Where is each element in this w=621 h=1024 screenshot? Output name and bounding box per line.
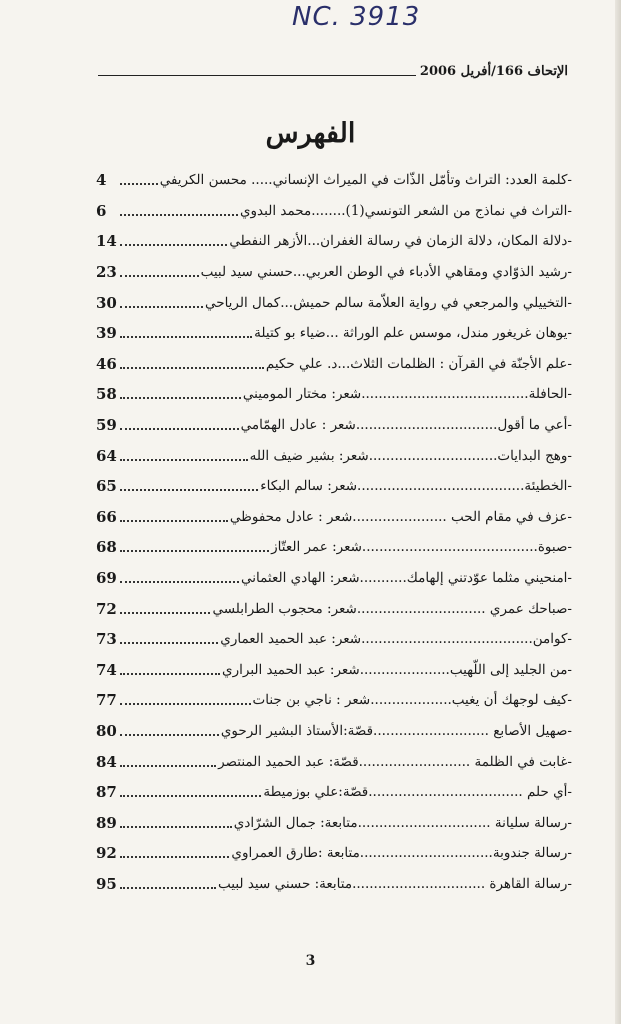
toc-entry: -رسالة القاهرة ...............................متابعة: حسني سيد لبيب [218, 875, 572, 892]
toc-entry: -التراث في نماذج من الشعر التونسي(1)........محمد البدوي [239, 202, 572, 219]
toc-page-number: 72 [96, 599, 117, 618]
toc-row [96, 838, 572, 869]
toc-entry: -أعي ما أقول.................................شعر : عادل الهمّامي [240, 417, 572, 434]
toc-page-number: 59 [96, 416, 117, 435]
toc-entry: -صهيل الأصابع ...........................قصّة:الأستاذ البشير الرحوي [220, 722, 572, 739]
running-head-rule [98, 75, 416, 76]
toc-row [96, 563, 572, 594]
toc-leader-dots [120, 550, 269, 552]
toc-row [96, 746, 572, 777]
toc-row [96, 196, 572, 227]
toc-page-number: 95 [96, 874, 117, 893]
toc-entry: -رشيد الذوّادي ومقاهي الأدباء في الوطن العربي...حسني سيد لبيب [200, 264, 572, 281]
toc-entry: -وهج البدايات..............................شعر: بشير ضيف الله [249, 447, 572, 464]
toc-row [96, 807, 572, 838]
toc-row [96, 869, 572, 900]
toc-row [96, 502, 572, 533]
toc-entry: -يوهان غريغور مندل، موسس علم الوراثة ...ضياء بو كتيلة [254, 325, 572, 342]
toc-row [96, 165, 572, 196]
toc-entry: -رسالة جندوبة...............................متابعة :طارق العمراوي [231, 845, 572, 862]
toc-entry: -امنحيني مثلما عوّدتني إلهامك...........شعر: الهادي العثماني [241, 570, 572, 587]
toc-leader-dots [120, 887, 216, 889]
toc-row [96, 593, 572, 624]
toc-entry: -عزف في مقام الحب ......................شعر : عادل محفوظي [229, 508, 572, 525]
toc-leader-dots [120, 428, 239, 430]
toc-entry: -الخطيئة.......................................شعر: سالم البكاء [260, 478, 572, 495]
toc-leader-dots [120, 581, 239, 583]
toc-row [96, 257, 572, 288]
toc-row [96, 716, 572, 747]
toc-leader-dots [120, 306, 203, 308]
toc-leader-dots [120, 765, 216, 767]
toc-page-number: 23 [96, 263, 117, 282]
toc-page-number: 77 [96, 691, 117, 710]
running-head-text: الإتحاف 166/أفريل 2006 [419, 64, 568, 79]
toc-leader-dots [120, 673, 220, 675]
toc-entry: -من الجليد إلى اللّهيب.....................شعر: عبد الحميد البراري [222, 661, 572, 678]
table-of-contents [96, 165, 572, 899]
toc-page-number: 92 [96, 844, 117, 863]
handwritten-note: NC. 3913 [292, 2, 421, 32]
toc-page-number: 68 [96, 538, 117, 557]
toc-entry: -علم الأجنّة في القرآن : الظلمات الثلاث...د. علي حكيم [265, 355, 572, 372]
toc-entry: -غابت في الظلمة ..........................قصّة: عبد الحميد المنتصر [218, 753, 572, 770]
toc-page-number: 89 [96, 813, 117, 832]
toc-page-number: 4 [96, 171, 107, 190]
toc-page-number: 58 [96, 385, 117, 404]
toc-row [96, 349, 572, 380]
toc-row [96, 410, 572, 441]
toc-row [96, 226, 572, 257]
toc-entry: -التخييلي والمرجعي في رواية العلاّمة سالم حميش...كمال الرياحي [204, 294, 572, 311]
toc-leader-dots [120, 489, 258, 491]
toc-leader-dots [120, 856, 229, 858]
toc-page-number: 64 [96, 446, 117, 465]
page-title: الفهرس [265, 118, 356, 149]
toc-leader-dots [120, 520, 228, 522]
toc-leader-dots [120, 826, 232, 828]
toc-entry: -أي حلم ....................................قصّة:علي بوزميطة [263, 784, 572, 801]
toc-page-number: 69 [96, 569, 117, 588]
toc-row [96, 318, 572, 349]
toc-page-number: 14 [96, 232, 117, 251]
page-number: 3 [305, 953, 316, 969]
toc-entry: -كيف لوجهك أن يغيب...................شعر : ناجي بن جنات [252, 692, 572, 709]
toc-row [96, 532, 572, 563]
toc-row [96, 440, 572, 471]
toc-page-number: 30 [96, 293, 117, 312]
toc-leader-dots [120, 244, 227, 246]
toc-leader-dots [120, 642, 218, 644]
toc-leader-dots [120, 214, 238, 216]
toc-page-number: 46 [96, 354, 117, 373]
toc-page-number: 73 [96, 630, 117, 649]
toc-leader-dots [120, 734, 219, 736]
toc-entry: -كوامن........................................شعر: عبد الحميد العماري [220, 631, 572, 648]
toc-leader-dots [120, 336, 252, 338]
toc-row [96, 624, 572, 655]
toc-entry: -كلمة العدد: التراث وتأمّل الذّات في الميراث الإنساني..... محسن الكريفي [159, 172, 572, 189]
toc-row [96, 655, 572, 686]
toc-leader-dots [120, 183, 158, 185]
toc-page-number: 74 [96, 660, 117, 679]
toc-page-number: 65 [96, 477, 117, 496]
toc-entry: -الحافلة.......................................شعر: مختار الموميني [242, 386, 572, 403]
toc-leader-dots [120, 703, 251, 705]
toc-row [96, 471, 572, 502]
toc-entry: -رسالة سليانة ...............................متابعة: جمال الشرّادي [233, 814, 572, 831]
toc-leader-dots [120, 459, 248, 461]
toc-row [96, 685, 572, 716]
toc-row [96, 287, 572, 318]
toc-entry: -صباحك عمري ..............................شعر: محجوب الطرابلسي [212, 600, 572, 617]
toc-page-number: 80 [96, 721, 117, 740]
toc-row [96, 379, 572, 410]
toc-leader-dots [120, 795, 261, 797]
toc-leader-dots [120, 367, 264, 369]
toc-leader-dots [120, 397, 241, 399]
page-edge [615, 0, 621, 1024]
toc-row [96, 777, 572, 808]
toc-page-number: 39 [96, 324, 117, 343]
toc-page-number: 87 [96, 783, 117, 802]
toc-page-number: 66 [96, 507, 117, 526]
toc-leader-dots [120, 275, 199, 277]
running-head [98, 64, 568, 79]
toc-page-number: 6 [96, 201, 107, 220]
toc-entry: -صبوة.........................................شعر: عمر العتّاز [271, 539, 572, 556]
toc-leader-dots [120, 612, 210, 614]
toc-entry: -دلالة المكان، دلالة الزمان في رسالة الغفران...الأزهر النفطي [229, 233, 572, 250]
toc-page-number: 84 [96, 752, 117, 771]
